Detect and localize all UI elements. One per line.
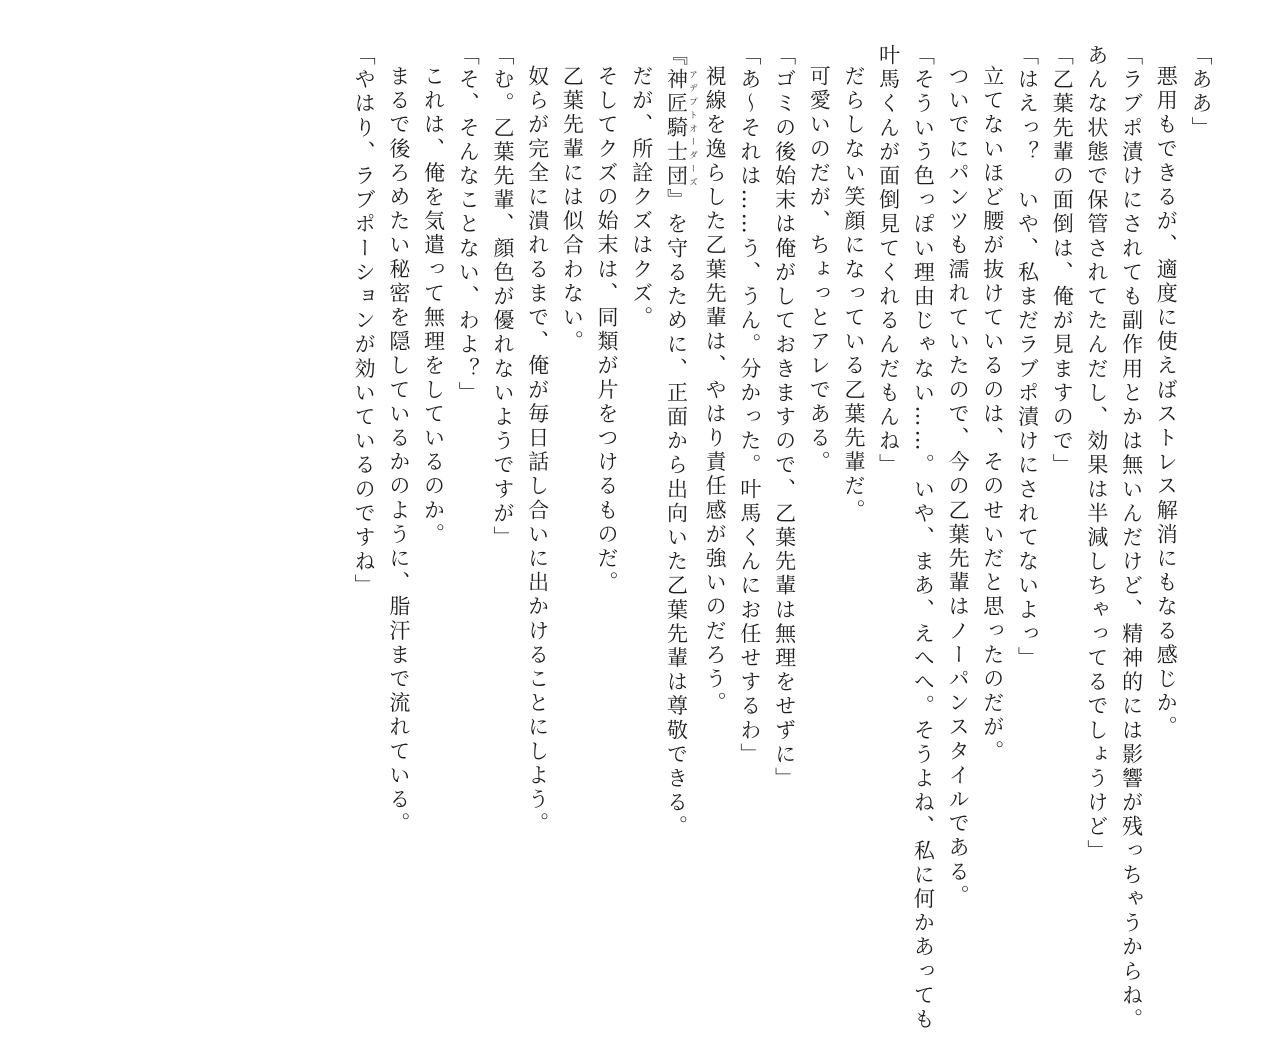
dialogue-line: 「ああ」	[1189, 44, 1213, 141]
narration-line: 乙葉先輩には似合わない。	[560, 65, 585, 355]
dialogue-line: 「ラブポ漬けにされても副作用とかは無いんだけど、精神的には影響が残っちゃうからね。	[1119, 44, 1144, 1033]
narration-line: これは、俺を気遣って無理をしているのか。	[421, 65, 446, 547]
bracket-open: 『	[664, 44, 689, 69]
dialogue-continuation-line: あんな状態で保管されてたんだし、効果は半減しちゃってるでしょうけど」	[1084, 44, 1109, 864]
narration-line: 可愛いのだが、ちょっとアレである。	[807, 65, 832, 475]
dialogue-line: 「そ、そんなことない、わよ？」	[456, 44, 481, 406]
dialogue-line: 「乙葉先輩の面倒は、俺が見ますので」	[1050, 44, 1075, 478]
narration-line: ついでにパンツも濡れていたので、今の乙葉先輩はノーパンスタイルである。	[946, 65, 971, 909]
dialogue-line: 「はえっ？ いや、私まだラブポ漬けにされてないよっ」	[1015, 44, 1040, 671]
narration-line: 視線を逸らした乙葉先輩は、やはり責任感が強いのだろう。	[703, 65, 728, 716]
narration-line: 奴らが完全に潰れるまで、俺が毎日話し合いに出かけることにしよう。	[525, 65, 550, 837]
ruby-term	[664, 68, 698, 189]
ruby-base: 神匠騎士団	[664, 68, 689, 189]
narration-line: 立てないほど腰が抜けているのは、そのせいだと思ったのだが。	[980, 65, 1005, 764]
dialogue-line: 「む。乙葉先輩、顔色が優れないようですが」	[490, 44, 515, 551]
narration-line-with-ruby	[659, 44, 698, 1034]
ruby-line-remainder: 』を守るために、正面から出向いた乙葉先輩は尊敬できる。	[664, 188, 689, 840]
narration-line: まるで後ろめたい秘密を隠しているかのように、脂汗まで流れている。	[386, 65, 411, 837]
dialogue-line: 「やはり、ラブポーションが効いているのですね」	[352, 44, 377, 599]
dialogue-line: 「そういう色っぽい理由じゃない……。いや、まあ、えへへ。そうよね、私に何かあっても	[911, 44, 936, 1033]
narration-line: そしてクズの始末は、同類が片をつけるものだ。	[595, 65, 620, 596]
ruby-reading: アデプトオーダーズ	[687, 68, 698, 189]
narration-line: だが、所詮クズはクズ。	[629, 65, 654, 331]
narration-line: 悪用もできるが、適度に使えばストレス解消にもなる感じか。	[1154, 65, 1179, 740]
dialogue-line: 「ゴミの後始末は俺がしておきますので、乙葉先輩は無理をせずに」	[772, 44, 797, 792]
narration-line: だらしない笑顔になっている乙葉先輩だ。	[841, 65, 866, 523]
vertical-text-body	[346, 44, 1218, 1034]
dialogue-continuation-line: 叶馬くんが面倒見てくれるんだもんね」	[876, 44, 901, 478]
dialogue-line: 「あ〜それは……う、うん。分かった。叶馬くんにお任せするわ」	[737, 44, 762, 767]
